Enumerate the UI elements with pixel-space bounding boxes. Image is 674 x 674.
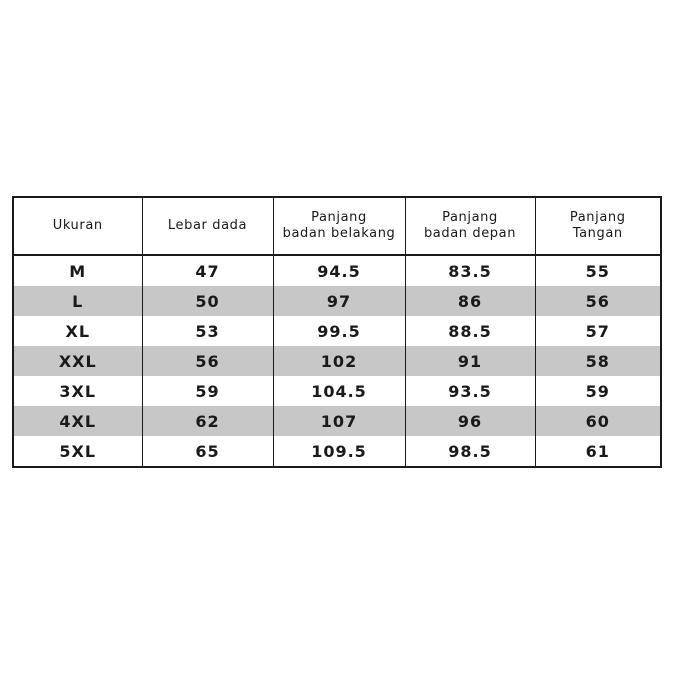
cell-back-length: 97 <box>273 286 405 316</box>
cell-sleeve-length: 58 <box>535 346 661 376</box>
cell-front-length: 93.5 <box>405 376 535 406</box>
cell-size: XXL <box>13 346 142 376</box>
cell-chest-width: 56 <box>142 346 273 376</box>
header-row <box>13 197 661 255</box>
cell-back-length: 104.5 <box>273 376 405 406</box>
table-row <box>13 255 661 286</box>
cell-front-length: 98.5 <box>405 436 535 467</box>
cell-sleeve-length: 60 <box>535 406 661 436</box>
cell-sleeve-length: 56 <box>535 286 661 316</box>
cell-front-length: 91 <box>405 346 535 376</box>
cell-back-length: 107 <box>273 406 405 436</box>
cell-chest-width: 50 <box>142 286 273 316</box>
cell-chest-width: 65 <box>142 436 273 467</box>
cell-front-length: 86 <box>405 286 535 316</box>
cell-size: XL <box>13 316 142 346</box>
cell-size: 5XL <box>13 436 142 467</box>
cell-sleeve-length: 61 <box>535 436 661 467</box>
table-row <box>13 406 661 436</box>
cell-chest-width: 53 <box>142 316 273 346</box>
header-size: Ukuran <box>13 197 142 255</box>
header-chest-width: Lebar dada <box>142 197 273 255</box>
cell-back-length: 102 <box>273 346 405 376</box>
table-row <box>13 286 661 316</box>
size-chart-table <box>12 196 662 468</box>
cell-chest-width: 62 <box>142 406 273 436</box>
cell-size: M <box>13 255 142 286</box>
table-row <box>13 346 661 376</box>
cell-sleeve-length: 59 <box>535 376 661 406</box>
table-row <box>13 376 661 406</box>
header-back-length: Panjang badan belakang <box>273 197 405 255</box>
cell-back-length: 109.5 <box>273 436 405 467</box>
cell-size: 4XL <box>13 406 142 436</box>
table-row <box>13 316 661 346</box>
cell-front-length: 88.5 <box>405 316 535 346</box>
header-front-length: Panjang badan depan <box>405 197 535 255</box>
cell-size: L <box>13 286 142 316</box>
cell-size: 3XL <box>13 376 142 406</box>
cell-back-length: 99.5 <box>273 316 405 346</box>
cell-sleeve-length: 55 <box>535 255 661 286</box>
cell-sleeve-length: 57 <box>535 316 661 346</box>
cell-front-length: 83.5 <box>405 255 535 286</box>
cell-front-length: 96 <box>405 406 535 436</box>
cell-back-length: 94.5 <box>273 255 405 286</box>
cell-chest-width: 59 <box>142 376 273 406</box>
table-row <box>13 436 661 467</box>
header-sleeve-length: Panjang Tangan <box>535 197 661 255</box>
cell-chest-width: 47 <box>142 255 273 286</box>
